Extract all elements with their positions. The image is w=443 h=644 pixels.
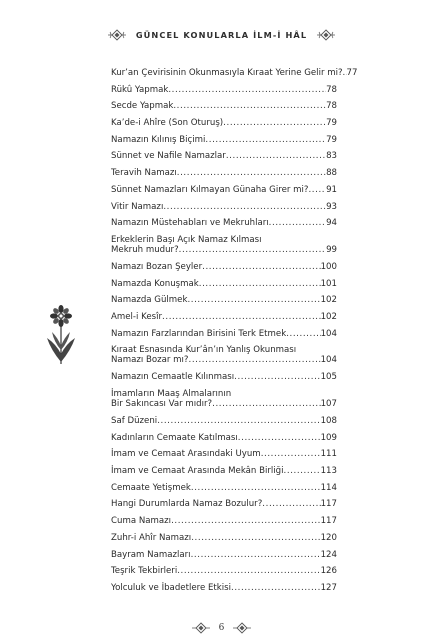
toc-entry (111, 295, 337, 312)
toc-entry (111, 135, 337, 152)
toc-entry (111, 68, 358, 85)
dot-leader (162, 312, 321, 322)
toc-entry-title: Rükû Yapmak (111, 84, 169, 95)
toc-entry-title: Namazda Konuşmak (111, 278, 199, 289)
toc-entry (111, 235, 337, 262)
toc-entry-title: Namazın Müstehabları ve Mekruhları (111, 218, 269, 229)
toc-entry-title: Yolculuk ve İbadetlere Etkisi (111, 582, 232, 593)
toc-entry-title: Mekruh mudur? (111, 244, 179, 255)
running-header (0, 29, 443, 41)
dot-leader (202, 262, 320, 272)
toc-entry (111, 483, 337, 500)
toc-entry-page: 124 (320, 549, 337, 560)
diamond-ornament-icon (316, 29, 336, 41)
toc-entry (111, 433, 337, 450)
toc-entry-page: 117 (320, 499, 337, 510)
dot-leader (199, 279, 321, 289)
dot-leader (163, 202, 326, 212)
dot-leader (234, 372, 320, 382)
toc-entry (111, 85, 337, 102)
toc-entry (111, 329, 337, 346)
toc-entry-title: Namazda Gülmek (111, 295, 188, 306)
toc-entry (111, 416, 337, 433)
toc-entry-page: 111 (320, 449, 337, 460)
toc-entry (111, 218, 337, 235)
diamond-ornament-icon (191, 622, 211, 634)
toc-entry-title: Cemaate Yetişmek (111, 482, 191, 493)
toc-entry-page: 101 (320, 278, 337, 289)
toc-entry-title: Saf Düzeni (111, 416, 158, 426)
dot-leader (286, 329, 320, 339)
toc-entry-page: 93 (326, 201, 337, 212)
toc-entry-title: Namazın Farzlarından Birisini Terk Etmek (111, 328, 287, 339)
toc-entry-page: 113 (320, 466, 337, 477)
toc-entry-title: Secde Yapmak (111, 101, 174, 112)
toc-entry (111, 499, 337, 516)
toc-entry (111, 312, 337, 329)
diamond-ornament-icon (107, 29, 127, 41)
dot-leader (191, 483, 321, 493)
flower-ornament-icon (42, 304, 80, 366)
dot-leader (261, 449, 321, 459)
dot-leader (157, 416, 320, 426)
toc-entry-page: 117 (320, 516, 337, 527)
dot-leader (205, 135, 326, 145)
toc-entry-title: Teravih Namazı (111, 168, 177, 179)
toc-entry-title: Zuhr-i Ahîr Namazı (111, 532, 192, 543)
toc-entry (111, 550, 337, 567)
dot-leader (212, 399, 320, 409)
toc-entry-title: Kur’an Çevirisinin Okunmasıyla Kıraat Yerine Gelir mi? (111, 68, 343, 78)
header-title: GÜNCEL KONULARLA İLM-İ HÂL (135, 30, 308, 40)
toc-entry-page: 94 (326, 218, 337, 229)
toc-entry-page: 120 (320, 532, 337, 543)
dot-leader (168, 85, 326, 95)
toc-entry-page: 99 (326, 244, 337, 255)
toc-entry-title: Ka’de-i Ahîre (Son Oturuş) (111, 118, 224, 129)
dot-leader (191, 533, 320, 543)
table-of-contents (111, 68, 358, 600)
toc-entry (111, 118, 337, 135)
toc-entry-page: 79 (326, 134, 337, 145)
toc-entry-title: Teşrik Tekbirleri (111, 566, 178, 577)
toc-entry-page: 91 (326, 184, 337, 195)
toc-entry-page: 109 (320, 432, 337, 443)
dot-leader (171, 516, 321, 526)
toc-entry-page: 102 (320, 311, 337, 322)
toc-entry (111, 389, 337, 416)
dot-leader (238, 433, 321, 443)
diamond-ornament-icon (232, 622, 252, 634)
toc-entry-title: Hangi Durumlarda Namaz Bozulur? (111, 499, 263, 510)
toc-entry-page: 127 (320, 582, 337, 593)
toc-entry (111, 516, 337, 533)
toc-entry (111, 185, 337, 202)
toc-entry-title: Sünnet Namazları Kılmayan Günaha Girer mi? (111, 184, 309, 195)
toc-entry-page: 126 (320, 566, 337, 577)
dot-leader (177, 566, 320, 576)
toc-entry-title: Namazı Bozar mı? (111, 355, 189, 366)
toc-entry-title: İmam ve Cemaat Arasında Mekân Birliği (111, 466, 284, 477)
toc-entry-page: 100 (320, 261, 337, 272)
dot-leader (187, 295, 320, 305)
toc-entry (111, 279, 337, 296)
toc-entry-page: 102 (320, 295, 337, 306)
dot-leader (226, 151, 326, 161)
toc-entry-title: Sünnet ve Nafile Namazlar (111, 151, 226, 162)
toc-entry-page: 78 (326, 84, 337, 95)
toc-entry-title: Cuma Namazı (111, 516, 172, 527)
toc-entry-title: Bir Sakıncası Var mıdır? (111, 399, 213, 409)
dot-leader (179, 245, 326, 255)
toc-entry-page: 104 (320, 355, 337, 366)
toc-entry-page: 83 (326, 151, 337, 162)
dot-leader (269, 218, 326, 228)
dot-leader (231, 583, 321, 593)
toc-entry (111, 533, 337, 550)
toc-entry-title: Namazın Kılınış Biçimi (111, 134, 206, 145)
toc-entry-title: Namazı Bozan Şeyler (111, 261, 203, 272)
toc-entry-page: 79 (326, 118, 337, 129)
toc-entry-title: Namazın Cemaatle Kılınması (111, 372, 235, 383)
page-footer (0, 622, 443, 634)
toc-entry-title: İmam ve Cemaat Arasındaki Uyum (111, 449, 261, 460)
toc-entry-page: 114 (320, 482, 337, 493)
dot-leader (177, 168, 326, 178)
dot-leader (173, 101, 326, 111)
toc-entry-title-line1: Erkeklerin Başı Açık Namaz Kılması (111, 234, 262, 245)
dot-leader (188, 355, 320, 365)
toc-entry-title: Kadınların Cemaate Katılması (111, 432, 238, 443)
toc-entry-title-line1: İmamların Maaş Almalarının (111, 389, 232, 399)
dot-leader (223, 118, 326, 128)
toc-entry-page: 105 (320, 372, 337, 383)
toc-entry (111, 372, 337, 389)
toc-entry-page: 107 (320, 399, 337, 409)
dot-leader (308, 185, 326, 195)
dot-leader (191, 550, 321, 560)
page-number: 6 (218, 623, 225, 633)
toc-entry (111, 466, 337, 483)
toc-entry-page: 78 (326, 101, 337, 112)
toc-entry (111, 101, 337, 118)
toc-entry (111, 345, 337, 372)
toc-entry-title: Vitir Namazı (111, 201, 164, 212)
toc-entry-page: 88 (326, 168, 337, 179)
toc-entry-page: 104 (320, 328, 337, 339)
toc-entry-page: 77 (346, 68, 358, 78)
toc-entry (111, 168, 337, 185)
toc-entry (111, 449, 337, 466)
toc-entry (111, 262, 337, 279)
toc-entry (111, 202, 337, 219)
toc-entry-title-line1: Kıraat Esnasında Kur’ân’ın Yanlış Okunması (111, 345, 297, 356)
toc-entry (111, 566, 337, 583)
toc-entry (111, 151, 337, 168)
dot-leader (262, 499, 320, 509)
toc-entry-title: Amel-i Kesîr (111, 311, 163, 322)
dot-leader (284, 466, 321, 476)
toc-entry-title: Bayram Namazları (111, 549, 191, 560)
toc-entry-page: 108 (320, 416, 337, 426)
toc-entry (111, 583, 337, 600)
